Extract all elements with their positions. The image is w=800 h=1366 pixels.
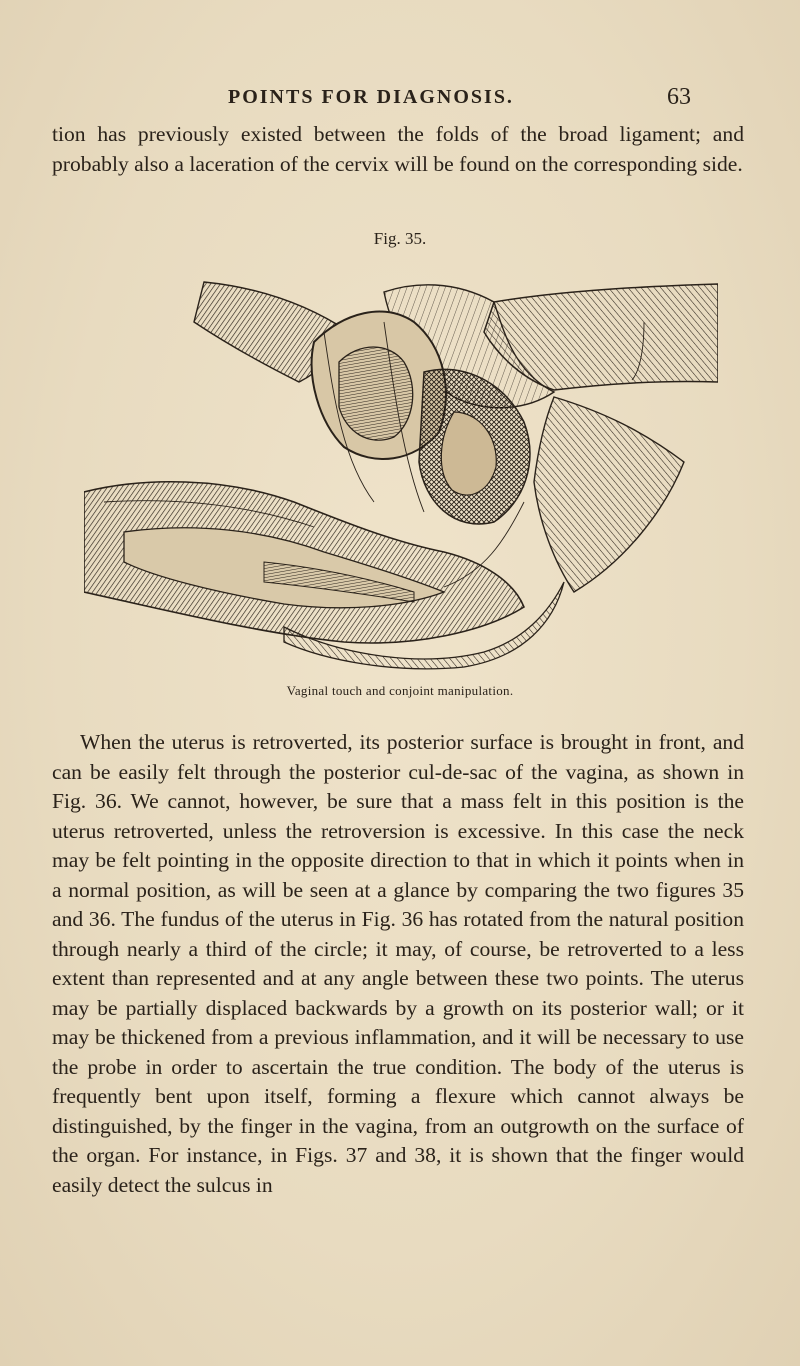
figure-caption: Vaginal touch and conjoint manipulation. <box>286 683 514 698</box>
page-number: 63 <box>667 84 691 110</box>
paragraph-main: When the uterus is retroverted, its posterior surface is brought in front, and can be easily felt through the posterior cul-de-sac of the vagina, as shown in Fig. 36. We cannot, however, be sure that a mass felt in this position is the uterus retroverted, unless the retroversion is excessive. In this case the neck may be felt pointing in the opposite direction to that in which it points when in a normal position, as will be seen at a glance by comparing the two figures 35 and 36. The fundus of the uterus in Fig. 36 has rotated from the natural position through nearly a third of the circle; it may, of course, be retroverted to a less extent than represented and at any angle between these two points. The uterus may be partially displaced backwards by a growth on its posterior wall; or it may be thickened from a previous inflammation, and it will be necessary to use the probe in order to ascertain the true condition. The body of the uterus is frequently bent upon itself, forming a flexure which cannot always be distinguished, by the finger in the vagina, from an outgrowth on the surface of the organ. For instance, in Figs. 37 and 38, it is shown that the finger would easily detect the sulcus in <box>52 730 744 1197</box>
thigh-illustration <box>534 397 684 592</box>
paragraph-continued: tion has previously existed between the folds of the broad ligament; and probably also a laceration of the cervix will be found on the corresponding side. <box>52 122 744 176</box>
running-head <box>0 86 800 116</box>
running-title: POINTS FOR DIAGNOSIS. <box>228 86 514 108</box>
anatomical-engraving-figure <box>84 262 718 670</box>
figure-label: Fig. 35. <box>373 229 427 248</box>
